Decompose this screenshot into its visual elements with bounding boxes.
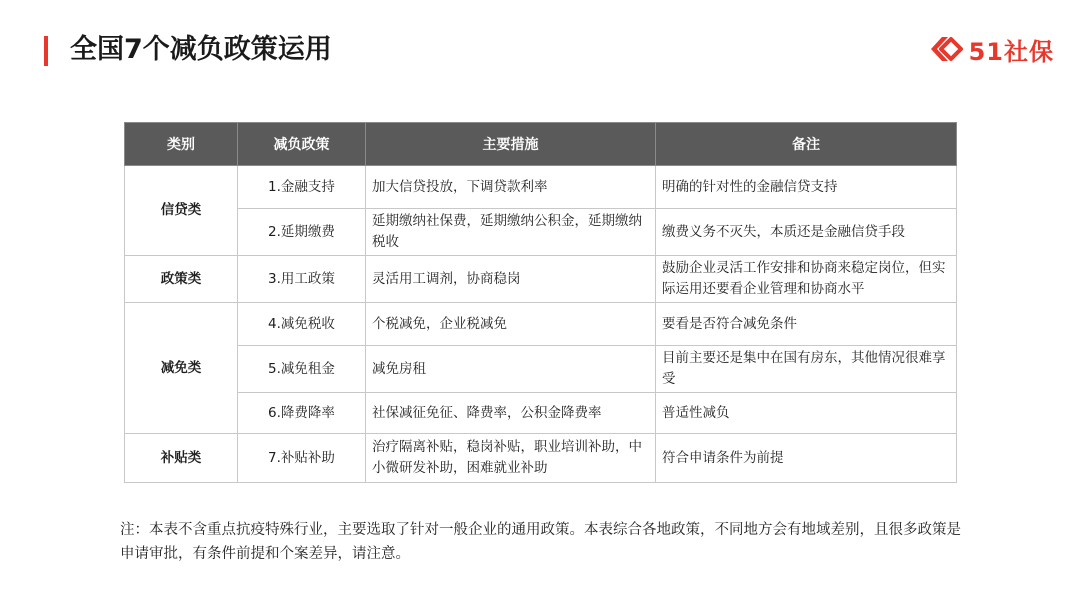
- column-header-notes: 备注: [656, 123, 957, 166]
- table-row: [125, 256, 957, 303]
- table-row: [125, 166, 957, 209]
- table-header-row: [125, 123, 957, 166]
- table-row: [125, 303, 957, 346]
- policy-cell: 2.延期缴费: [238, 209, 366, 256]
- footnote: 注：本表不含重点抗疫特殊行业，主要选取了针对一般企业的通用政策。本表综合各地政策，不同地方会有地域差别，且很多政策是申请审批，有条件前提和个案差异，请注意。: [120, 522, 961, 562]
- column-header-measures: 主要措施: [366, 123, 656, 166]
- note-cell: 目前主要还是集中在国有房东，其他情况很难享受: [656, 346, 957, 393]
- category-cell-credit: 信贷类: [125, 166, 238, 256]
- policy-cell: 6.降费降率: [238, 393, 366, 434]
- policy-cell: 7.补贴补助: [238, 434, 366, 483]
- table-row: [125, 346, 957, 393]
- column-header-category: 类别: [125, 123, 238, 166]
- note-cell: 符合申请条件为前提: [656, 434, 957, 483]
- brand-logo: [929, 32, 1054, 66]
- table-row: [125, 434, 957, 483]
- policy-cell: 1.金融支持: [238, 166, 366, 209]
- note-cell: 缴费义务不灭失，本质还是金融信贷手段: [656, 209, 957, 256]
- table-row: [125, 393, 957, 434]
- note-cell: 要看是否符合减免条件: [656, 303, 957, 346]
- category-cell-subsidy: 补贴类: [125, 434, 238, 483]
- policy-cell: 3.用工政策: [238, 256, 366, 303]
- table-row: [125, 209, 957, 256]
- note-cell: 鼓励企业灵活工作安排和协商来稳定岗位，但实际运用还要看企业管理和协商水平: [656, 256, 957, 303]
- policy-table: [124, 122, 957, 483]
- policy-cell: 4.减免税收: [238, 303, 366, 346]
- note-cell: 普适性减负: [656, 393, 957, 434]
- measure-cell: 灵活用工调剂，协商稳岗: [366, 256, 656, 303]
- measure-cell: 减免房租: [366, 346, 656, 393]
- title-accent-bar: [44, 36, 48, 66]
- category-cell-policy: 政策类: [125, 256, 238, 303]
- category-cell-relief: 减免类: [125, 303, 238, 434]
- measure-cell: 治疗隔离补贴，稳岗补贴，职业培训补助，中小微研发补助，困难就业补助: [366, 434, 656, 483]
- note-cell: 明确的针对性的金融信贷支持: [656, 166, 957, 209]
- measure-cell: 社保减征免征、降费率，公积金降费率: [366, 393, 656, 434]
- logo-mark-icon: [929, 34, 963, 64]
- measure-cell: 加大信贷投放，下调贷款利率: [366, 166, 656, 209]
- logo-text: 51社保: [968, 37, 1054, 66]
- measure-cell: 个税减免，企业税减免: [366, 303, 656, 346]
- policy-cell: 5.减免租金: [238, 346, 366, 393]
- measure-cell: 延期缴纳社保费，延期缴纳公积金，延期缴纳税收: [366, 209, 656, 256]
- column-header-policy: 减负政策: [238, 123, 366, 166]
- page-title: 全国7个减负政策运用: [70, 34, 332, 65]
